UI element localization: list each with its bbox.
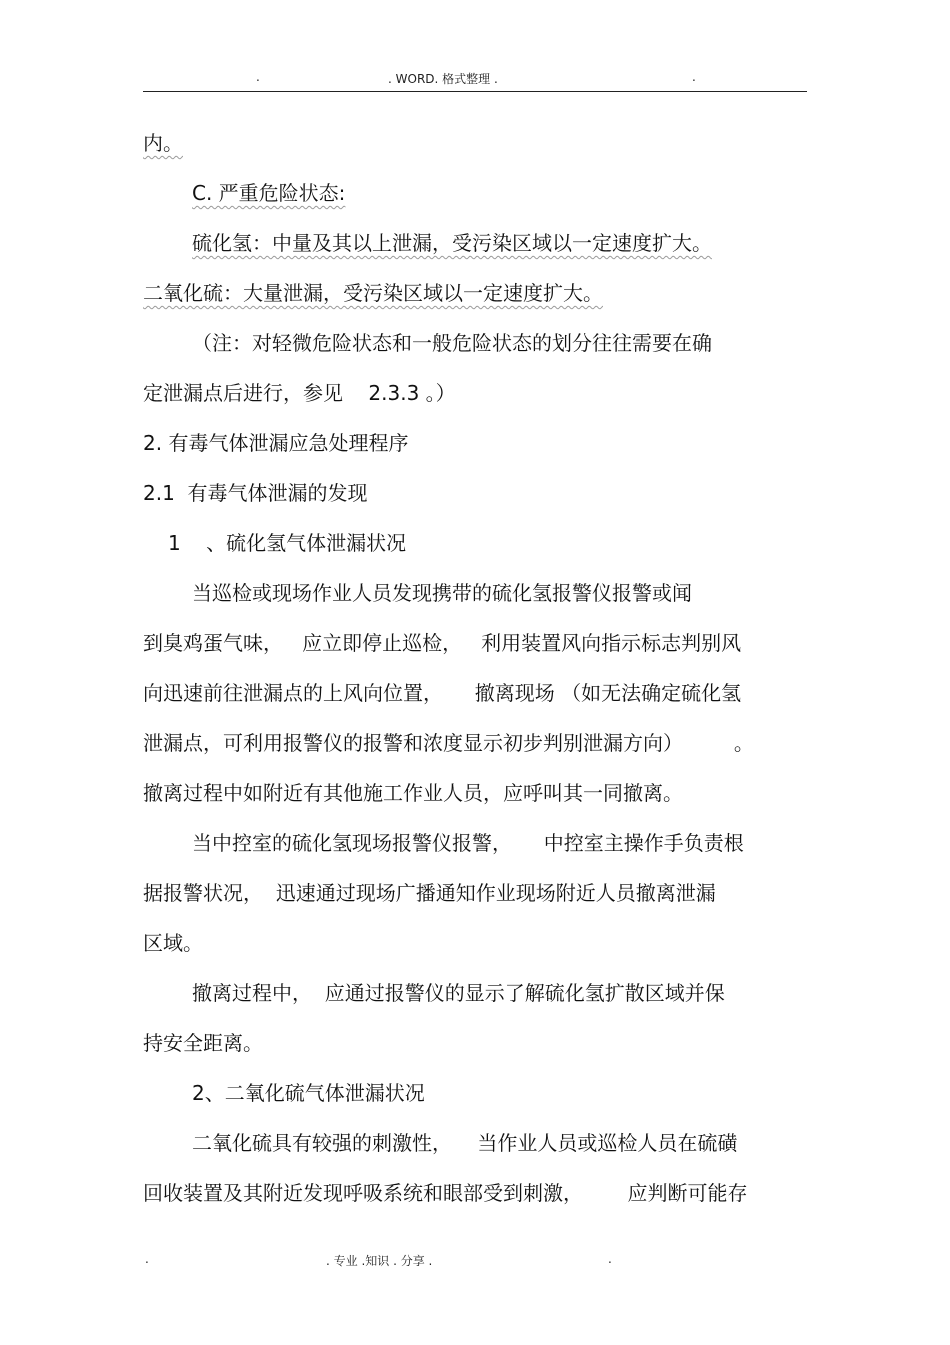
paragraph-line: 撤离过程中如附近有其他施工作业人员，应呼叫其一同撤离。 — [143, 781, 683, 805]
paragraph-line: 到臭鸡蛋气味， 应立即停止巡检， 利用装置风向指示标志判别风 — [143, 631, 742, 655]
paragraph-line: 泄漏点，可利用报警仪的报警和浓度显示初步判别泄漏方向） 。 — [143, 731, 754, 755]
paragraph-line: 持安全距离。 — [143, 1031, 263, 1055]
header-rule — [143, 91, 807, 92]
paragraph-line: 据报警状况， 迅速通过现场广播通知作业现场附近人员撤离泄漏 — [143, 881, 716, 905]
paragraph-line: 当巡检或现场作业人员发现携带的硫化氢报警仪报警或闻 — [192, 581, 692, 605]
paragraph-line: 向迅速前往泄漏点的上风向位置， 撤离现场 （如无法确定硫化氢 — [143, 681, 742, 705]
text-line: 内。 — [143, 131, 183, 155]
paragraph-line: 区域。 — [143, 931, 203, 955]
paragraph-line: 撤离过程中， 应通过报警仪的显示了解硫化氢扩散区域并保 — [192, 981, 725, 1005]
paragraph-line: 回收装置及其附近发现呼吸系统和眼部受到刺激， 应判断可能存 — [143, 1181, 748, 1205]
footer-right-dot: . — [608, 1252, 612, 1266]
subsection-heading: 2.1 有毒气体泄漏的发现 — [143, 481, 368, 505]
section-heading: C. 严重危险状态: — [192, 181, 346, 205]
text-line: 二氧化硫：大量泄漏，受污染区域以一定速度扩大。 — [143, 281, 603, 305]
section-heading: 2. 有毒气体泄漏应急处理程序 — [143, 431, 409, 455]
item-heading: 2、二氧化硫气体泄漏状况 — [192, 1081, 425, 1105]
header-left-dot: . — [256, 70, 260, 84]
footer-left-dot: . — [145, 1252, 149, 1266]
text-line: 硫化氢：中量及其以上泄漏，受污染区域以一定速度扩大。 — [192, 231, 712, 255]
paragraph-line: 二氧化硫具有较强的刺激性， 当作业人员或巡检人员在硫磺 — [192, 1131, 738, 1155]
note-line: （注：对轻微危险状态和一般危险状态的划分往往需要在确 — [192, 331, 712, 355]
header-title: . WORD. 格式整理 . — [388, 72, 498, 86]
footer-text: . 专业 .知识 . 分享 . — [326, 1254, 433, 1268]
paragraph-line: 当中控室的硫化氢现场报警仪报警， 中控室主操作手负责根 — [192, 831, 744, 855]
note-line: 定泄漏点后进行，参见 2.3.3 。） — [143, 381, 456, 405]
item-heading: 1 、硫化氢气体泄漏状况 — [168, 531, 407, 555]
header-right-dot: . — [692, 70, 696, 84]
